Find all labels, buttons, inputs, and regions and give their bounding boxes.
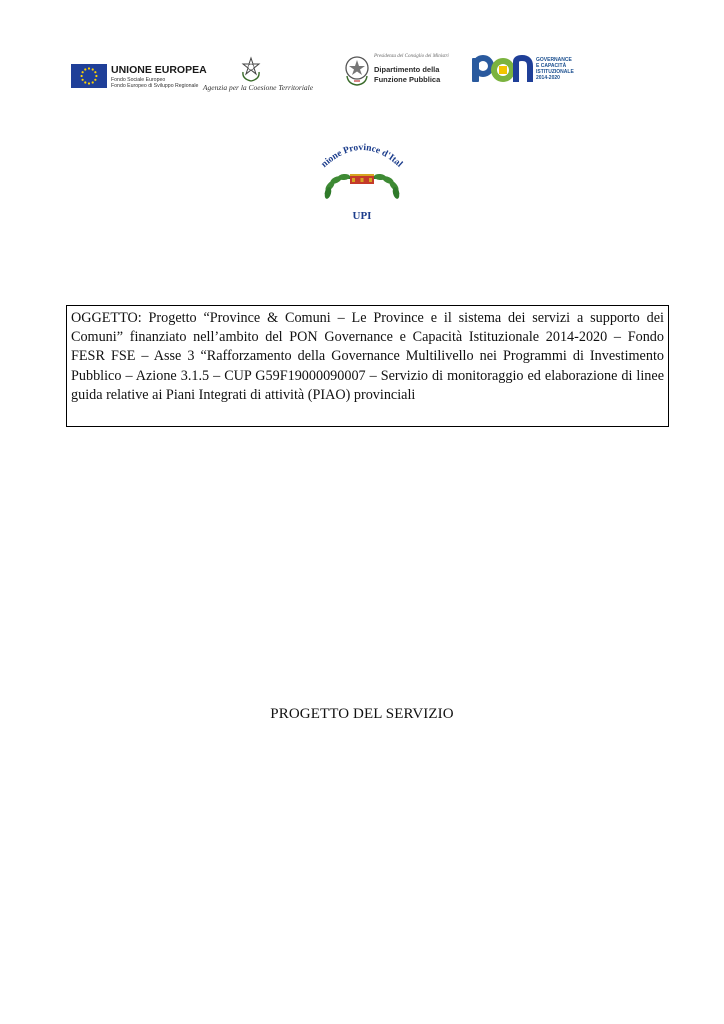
eu-subtitle-line-1: Fondo Sociale Europeo — [111, 77, 166, 83]
upi-acronym: UPI — [352, 210, 372, 222]
eu-logo — [71, 62, 207, 92]
dfp-line-1: Dipartimento della — [374, 65, 440, 74]
republic-emblem-icon — [342, 54, 372, 86]
italian-emblem-icon — [240, 56, 262, 82]
pon-mark-icon — [470, 54, 536, 86]
upi-arc-text: nione Province d'Ital — [319, 142, 405, 170]
pon-line-3: ISTITUZIONALE — [536, 69, 574, 75]
agenzia-coesione-logo — [198, 56, 318, 96]
dipartimento-funzione-pubblica-logo — [342, 52, 449, 88]
svg-text:Unione Province d'Italia — [316, 138, 404, 170]
dfp-top-text: Presidenza del Consiglio dei Ministri — [374, 54, 449, 59]
eu-title: UNIONE EUROPEA — [111, 64, 207, 76]
upi-logo — [316, 138, 408, 222]
pon-text — [536, 57, 574, 81]
eu-subtitle-line-2: Fondo Europeo di Sviluppo Regionale — [111, 83, 199, 89]
agenzia-caption: Agenzia per la Coesione Territoriale — [202, 83, 314, 92]
eu-flag-icon — [71, 64, 107, 88]
oggetto-box — [66, 305, 669, 427]
pon-logo — [470, 54, 590, 88]
document-title: PROGETTO DEL SERVIZIO — [270, 706, 454, 722]
upi-emblem-icon — [316, 138, 408, 210]
pon-line-1: GOVERNANCE — [536, 57, 572, 63]
pon-line-4: 2014-2020 — [536, 75, 560, 81]
dfp-line-2: Funzione Pubblica — [374, 75, 441, 84]
eu-subtitle — [111, 77, 198, 89]
pon-line-2: E CAPACITÀ — [536, 63, 567, 69]
oggetto-text: OGGETTO: Progetto “Province & Comuni – Le Province e il sistema dei servizi a supporto dei Comuni” finanziato nell’ambito del PON Governance e Capacità Istituzionale 2014-2020 – Fondo FESR FSE – Asse 3 “Rafforzamento della Governance Multilivello nei Programmi di Investimento Pubblico – Azione 3.1.5 – CUP G59F19000090007 – Servizio di monitoraggio ed elaborazione di linee guida relative ai Piani Integrati di attività (PIAO) provinciali — [71, 310, 664, 403]
